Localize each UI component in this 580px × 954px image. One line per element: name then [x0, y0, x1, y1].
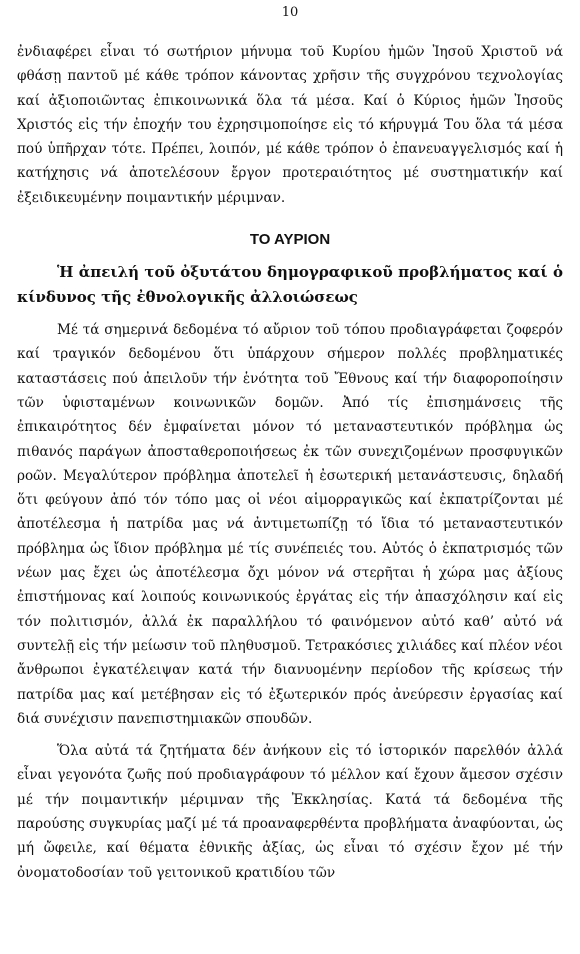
body-paragraph-2: Ὅλα αὐτά τά ζητήματα δέν ἀνήκουν εἰς τό ἱστορικόν παρελθόν ἀλλά εἶναι γεγονότα ζωῆς πού προδιαγράφουν τό μέλλον καί ἔχουν ἄμεσον σχέσιν μέ τήν ποιμαντικήν μέριμναν τῆς Ἐκκλησίας. Κατά τά δεδομένα τῆς παρούσης συγκυρίας μαζί μέ τά προαναφερθέντα προβλήματα ἀναφύονται, ὡς μή ὤφειλε, καί θέματα ἐθνικῆς ἀξίας, ὡς εἶναι τό σχέσιν ἔχον μέ τήν ὀνοματοδοσίαν τοῦ γειτονικοῦ κρατιδίου τῶν — [17, 743, 563, 881]
body-paragraph-1: Μέ τά σημερινά δεδομένα τό αὔριον τοῦ τόπου προδιαγράφεται ζοφερόν καί τραγικόν δεδομένου ὅτι ὑπάρχουν σήμερον πολλές προβληματικές καταστάσεις πού ἀπειλοῦν τήν ἑνότητα τοῦ Ἔθνους καί τήν διαφοροποίησιν τῶν ὑφισταμένων κοινωνικῶν δομῶν. Ἀπό τίς ἐπισημάνσεις τῆς ἐπικαιρότητος δέν ἐμφαίνεται μόνον τό μεταναστευτικόν πρόβλημα ὡς πιθανός παράγων ἀποσταθεροποιήσεως ἐκ τῶν συνεχιζομένων προσφυγικῶν ροῶν. Μεγαλύτερον πρόβλημα ἀποτελεῖ ἡ ἐσωτερική μετανάστευσις, δηλαδή ὅτι φεύγουν ἀπό τόν τόπο μας οἱ νέοι αἱμορραγικῶς καί ἐκπατρίζονται μέ ἀποτέλεσμα ἡ πατρίδα μας νά ἀντιμετωπίζῃ τό ἴδια τό μεταναστευτικόν πρόβλημα ὡς ἴδιον πρόβλημα μέ τίς συνέπειές του. Αὐτός ὁ ἐκπατρισμός τῶν νέων μας ἔχει ὡς ἀποτέλεσμα ὄχι μόνον νά στερῆται ἡ χώρα μας ἀξίους ἐπιστήμονας καί λοιπούς κοινωνικούς ἐργάτας εἰς τήν ἀπασχόλησιν καί εἰς τόν πολιτισμόν, ἀλλά ἐκ παραλλήλου τό φαινόμενον αὐτό καθ’ αὐτό νά συντελῇ εἰς τήν μείωσιν τοῦ πληθυσμοῦ. Τετρακόσιες χιλιάδες καί πλέον νέοι ἄνθρωποι ἐγκατέλειψαν κατά τήν διανυομένην περίοδον τῆς κρίσεως τήν πατρίδα μας καί μετέβησαν εἰς τό ἐξωτερικόν πρός ἀνεύρεσιν ἐργασίας καί διά συνέχισιν πανεπιστημιακῶν σπουδῶν. — [17, 322, 563, 727]
section-title: ΤΟ ΑΥΡΙΟΝ — [249, 231, 331, 249]
subsection-title: Ἡ ἀπειλή τοῦ ὀξυτάτου δημογραφικοῦ προβλήματος καί ὁ κίνδυνος τῆς ἐθνολογικῆς ἀλλοιώσεως — [17, 263, 563, 307]
page-number: 10 — [281, 5, 299, 20]
intro-paragraph: ἐνδιαφέρει εἶναι τό σωτήριον μήνυμα τοῦ Κυρίου ἡμῶν Ἰησοῦ Χριστοῦ νά φθάσῃ παντοῦ μέ κάθε τρόπον κάνοντας χρῆσιν τῆς συγχρόνου τεχνολογίας καί ἀξιοποιῶντας ἐπικοινωνικά ὅλα τά μέσα. Καί ὁ Κύριος ἡμῶν Ἰησοῦς Χριστός εἰς τήν ἐποχήν του ἐχρησιμοποίησε εἰς τό κήρυγμά Του ὅλα τά μέσα πού ὑπῆρχαν τότε. Πρέπει, λοιπόν, μέ κάθε τρόπον ὁ ἐπανευαγγελισμός καί ἡ κατήχησις νά ἀποτελέσουν ἔργον προτεραιότητος μέ συστηματικήν καί ἐξειδικευμένην ποιμαντικήν μέριμναν. — [17, 44, 563, 206]
